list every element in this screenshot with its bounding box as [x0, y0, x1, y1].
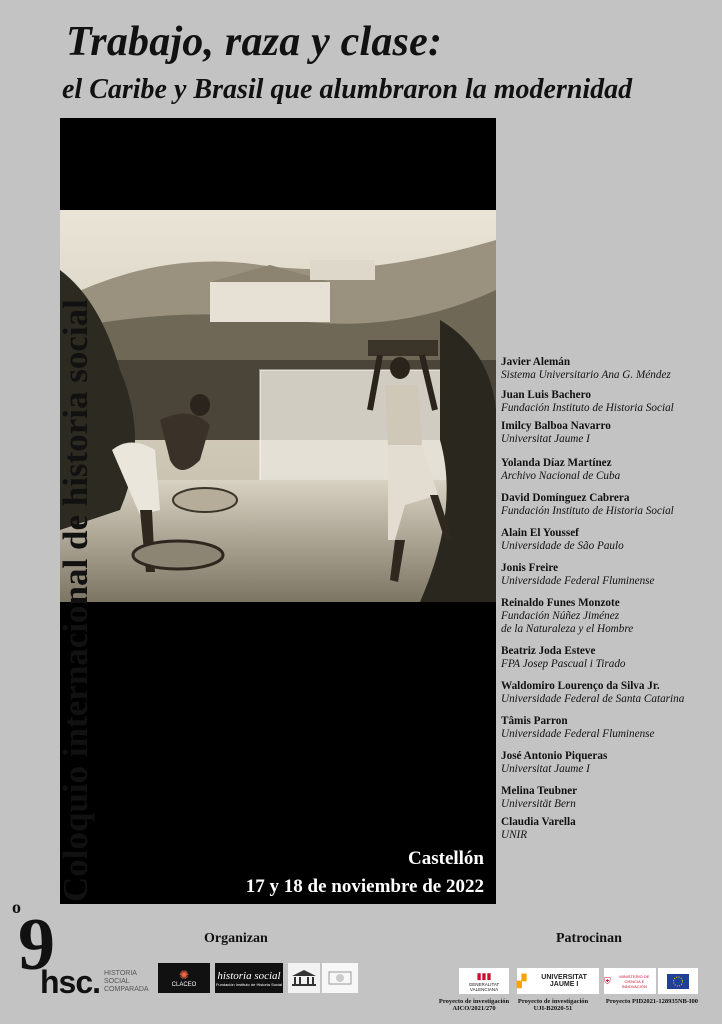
speaker [501, 389, 721, 415]
speaker-affiliation: Fundación Instituto de Historia Social [501, 505, 674, 517]
speaker-name: Reinaldo Funes Monzote [501, 597, 620, 609]
speaker [501, 816, 721, 842]
ministerio-text: MINISTERIO DE CIENCIA E INNOVACIÓN [619, 973, 650, 989]
project-code [434, 998, 514, 1012]
historia-social-subtext: Fundación Instituto de Historia Social [215, 981, 283, 987]
hsc-logo: hsc. [40, 964, 101, 1000]
speaker-name: Javier Alemán [501, 356, 571, 368]
poster-title: Trabajo, raza y clase: [66, 19, 443, 65]
sponsors-label: Patrocinan [556, 931, 622, 946]
event-name: Coloquio internacional de historia social [56, 299, 95, 902]
ministerio-logo [604, 968, 656, 994]
speaker-name: Melina Teubner [501, 785, 578, 797]
speaker-affiliation: Fundación Instituto de Historia Social [501, 402, 674, 414]
speaker-affiliation: FPA Josep Pascual i Tirado [501, 658, 626, 670]
speakers-list [501, 356, 721, 842]
speaker-affiliation: UNIR [501, 829, 528, 841]
speaker-affiliation: Universidade Federal Fluminense [501, 575, 655, 587]
project-line: Proyecto de investigación [438, 998, 510, 1005]
speaker-name: Claudia Varella [501, 816, 576, 828]
speaker-affiliation: de la Naturaleza y el Hombre [501, 623, 634, 635]
project-code [597, 998, 707, 1005]
historical-photo [60, 210, 496, 602]
claceo-text: CLACEO [171, 982, 197, 988]
uji-mark-icon: ▞ [517, 974, 527, 988]
project-line: Proyecto PID2021-128935NB-I00 [605, 998, 699, 1005]
ordinal-mark: o [12, 897, 21, 917]
generalitat-emblem-icon: ▮▮▮ [476, 970, 492, 981]
unesco-logo [288, 963, 320, 993]
speaker-name: David Domínguez Cabrera [501, 492, 630, 504]
speaker [501, 785, 721, 811]
speaker-name: Beatriz Joda Esteve [501, 645, 596, 657]
speaker-name: Jonis Freire [501, 562, 559, 574]
speaker-affiliation: Sistema Universitario Ana G. Méndez [501, 369, 671, 381]
speaker [501, 527, 721, 553]
historia-social-logo [215, 963, 283, 993]
poster-subtitle: el Caribe y Brasil que alumbraron la modernidad [62, 74, 633, 105]
speaker-name: Waldomiro Lourenço da Silva Jr. [501, 680, 660, 692]
speaker [501, 715, 721, 741]
speaker [501, 356, 721, 382]
generalitat-text: GENERALITAT VALENCIANA [468, 981, 500, 992]
project-code [515, 998, 591, 1012]
speaker-name: Tâmis Parron [501, 715, 568, 727]
eu-flag-icon [667, 974, 689, 989]
speaker-name: Yolanda Díaz Martínez [501, 457, 612, 469]
speaker-affiliation: Fundación Núñez Jiménez [501, 610, 620, 622]
spain-shield-icon: ⛨ [604, 975, 611, 986]
hsc-sub-line: SOCIAL [104, 978, 130, 985]
speaker-affiliation: Archivo Nacional de Cuba [501, 470, 621, 482]
speaker [501, 645, 721, 671]
historia-social-text: historia social [217, 969, 281, 982]
event-dates: 17 y 18 de noviembre de 2022 [245, 876, 484, 897]
event-name-vertical [16, 282, 95, 902]
claceo-logo [158, 963, 210, 993]
unesco-temple-icon [291, 969, 317, 987]
project-line: UJI-B2020-51 [533, 1005, 573, 1012]
chair-logo [322, 963, 358, 993]
speaker-name: José Antonio Piqueras [501, 750, 608, 762]
speaker-affiliation: Universidade Federal Fluminense [501, 728, 655, 740]
hsc-sub-line: COMPARADA [104, 986, 149, 993]
speaker [501, 597, 721, 636]
generalitat-logo [459, 968, 509, 994]
speaker-name: Imilcy Balboa Navarro [501, 420, 611, 432]
speaker-affiliation: Universitat Jaume I [501, 763, 590, 775]
speaker [501, 562, 721, 588]
uji-text: UNIVERSITAT JAUME I [541, 974, 587, 988]
speaker-name: Juan Luis Bachero [501, 389, 591, 401]
uji-logo [517, 968, 599, 994]
speaker-affiliation: Universidade Federal de Santa Catarina [501, 693, 685, 705]
eu-logo [658, 968, 698, 994]
speaker-affiliation: Universidade de São Paulo [501, 540, 624, 552]
speaker [501, 457, 721, 483]
speaker [501, 680, 721, 706]
organizers-label: Organizan [204, 931, 268, 946]
speaker-affiliation: Universität Bern [501, 798, 576, 810]
speaker-name: Alain El Youssef [501, 527, 579, 539]
event-number: 9 [18, 904, 55, 986]
claceo-mark-icon: ✺ [178, 968, 190, 982]
chair-emblem-icon [327, 968, 353, 988]
project-line: Proyecto de investigación [517, 998, 589, 1005]
speaker [501, 420, 721, 446]
speaker [501, 492, 721, 518]
speaker [501, 750, 721, 776]
hsc-logo-subtitle [104, 970, 149, 994]
event-place: Castellón [408, 848, 484, 869]
speaker-affiliation: Universitat Jaume I [501, 433, 590, 445]
project-line: AICO/2021/270 [452, 1005, 496, 1012]
hsc-sub-line: HISTORIA [104, 970, 137, 977]
